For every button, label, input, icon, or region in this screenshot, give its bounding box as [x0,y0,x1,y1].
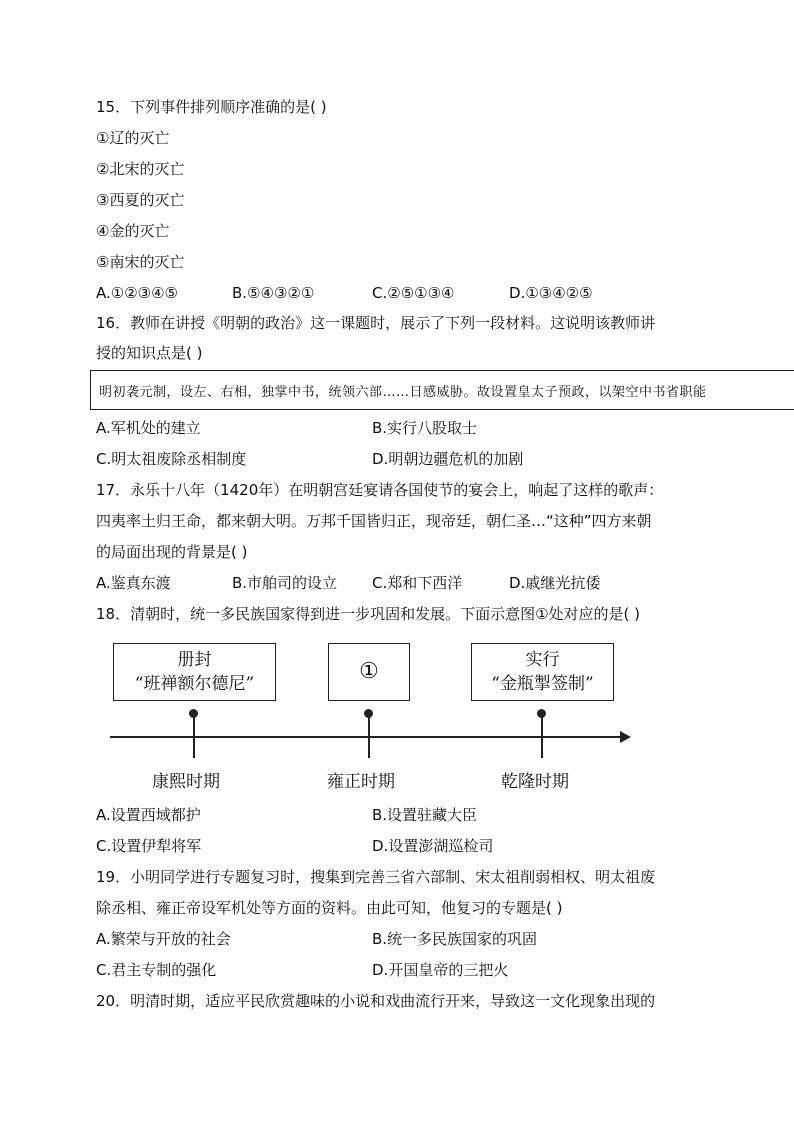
q16-option-d[interactable]: D.明朝边疆危机的加剧 [372,450,524,468]
q18-option-d[interactable]: D.设置澎湖巡检司 [372,837,494,855]
q19-option-b[interactable]: B.统一多民族国家的巩固 [372,930,538,948]
q18-stem: 18．清朝时，统一多民族国家得到进一步巩固和发展。下面示意图①处对应的是( ) [96,605,641,623]
q15-item-1: ①辽的灭亡 [96,129,170,147]
timeline-box-qianlong-line2: “金瓶掣签制” [491,674,594,694]
q16-option-c[interactable]: C.明太祖废除丞相制度 [96,450,247,468]
timeline-label-qianlong: 乾隆时期 [501,772,569,792]
q15-option-a[interactable]: A.①②③④⑤ [96,284,179,302]
timeline-box-yongzheng: ① [328,643,410,701]
q15-item-2: ②北宋的灭亡 [96,160,185,178]
timeline-box-kangxi-line1: 册封 [177,650,212,670]
q15-stem: 15．下列事件排列顺序准确的是( ) [96,98,327,116]
q15-item-4: ④金的灭亡 [96,222,170,240]
q20-stem-line1: 20．明清时期，适应平民欣赏趣味的小说和戏曲流行开来，导致这一文化现象出现的 [96,992,656,1010]
timeline-dot-qianlong [537,709,546,718]
q17-option-a[interactable]: A.鉴真东渡 [96,574,171,592]
timeline-tick-qianlong [541,713,543,758]
q18-option-a[interactable]: A.设置西域都护 [96,806,201,824]
q17-option-d[interactable]: D.戚继光抗倭 [509,574,601,592]
timeline-box-kangxi [113,643,276,701]
timeline-dot-yongzheng [364,709,373,718]
q15-item-5: ⑤南宋的灭亡 [96,253,185,271]
q19-option-c[interactable]: C.君主专制的强化 [96,961,217,979]
timeline-box-kangxi-line2: “班禅额尔德尼” [134,674,255,694]
q17-option-c[interactable]: C.郑和下西洋 [372,574,463,592]
timeline-label-yongzheng: 雍正时期 [327,772,395,792]
q19-option-a[interactable]: A.繁荣与开放的社会 [96,930,231,948]
timeline-label-kangxi: 康熙时期 [152,772,220,792]
q15-option-b[interactable]: B.⑤④③②① [232,284,315,302]
q16-stem-line1: 16．教师在讲授《明朝的政治》这一课题时，展示了下列一段材料。这说明该教师讲 [96,314,656,332]
timeline-tick-kangxi [193,713,195,758]
timeline-axis [110,736,622,738]
q16-material-text: 明初袭元制，设左、右相，独掌中书，统领六部……日感威胁。故设置皇太子预政，以架空中书省职能 [99,385,707,400]
q16-option-a[interactable]: A.军机处的建立 [96,419,201,437]
q17-stem-line1: 17．永乐十八年（1420年）在明朝宫廷宴请各国使节的宴会上，响起了这样的歌声： [96,481,664,499]
timeline-box-qianlong [471,643,614,701]
q19-stem-line1: 19．小明同学进行专题复习时，搜集到完善三省六部制、宋太祖削弱相权、明太祖废 [96,868,656,886]
q19-stem-line2: 除丞相、雍正帝设军机处等方面的资料。由此可知，他复习的专题是( ) [96,899,563,917]
q15-item-3: ③西夏的灭亡 [96,191,185,209]
q17-option-b[interactable]: B.市舶司的设立 [232,574,338,592]
q16-material-box [90,370,794,410]
q18-option-c[interactable]: C.设置伊犁将军 [96,837,202,855]
q17-stem-line3: 的局面出现的背景是( ) [96,543,248,561]
q17-stem-line2: 四夷率土归王命，都来朝大明。万邦千国皆归正，现帝廷，朝仁圣…“这种”四方来朝 [96,512,652,530]
timeline-dot-kangxi [189,709,198,718]
timeline-arrow-icon [620,731,631,743]
q18-option-b[interactable]: B.设置驻藏大臣 [372,806,478,824]
q16-option-b[interactable]: B.实行八股取士 [372,419,478,437]
q19-option-d[interactable]: D.开国皇帝的三把火 [372,961,509,979]
q15-option-d[interactable]: D.①③④②⑤ [509,284,593,302]
timeline-tick-yongzheng [368,713,370,758]
timeline-box-qianlong-line1: 实行 [525,650,560,670]
q16-stem-line2: 授的知识点是( ) [96,344,203,362]
q15-option-c[interactable]: C.②⑤①③④ [372,284,455,302]
